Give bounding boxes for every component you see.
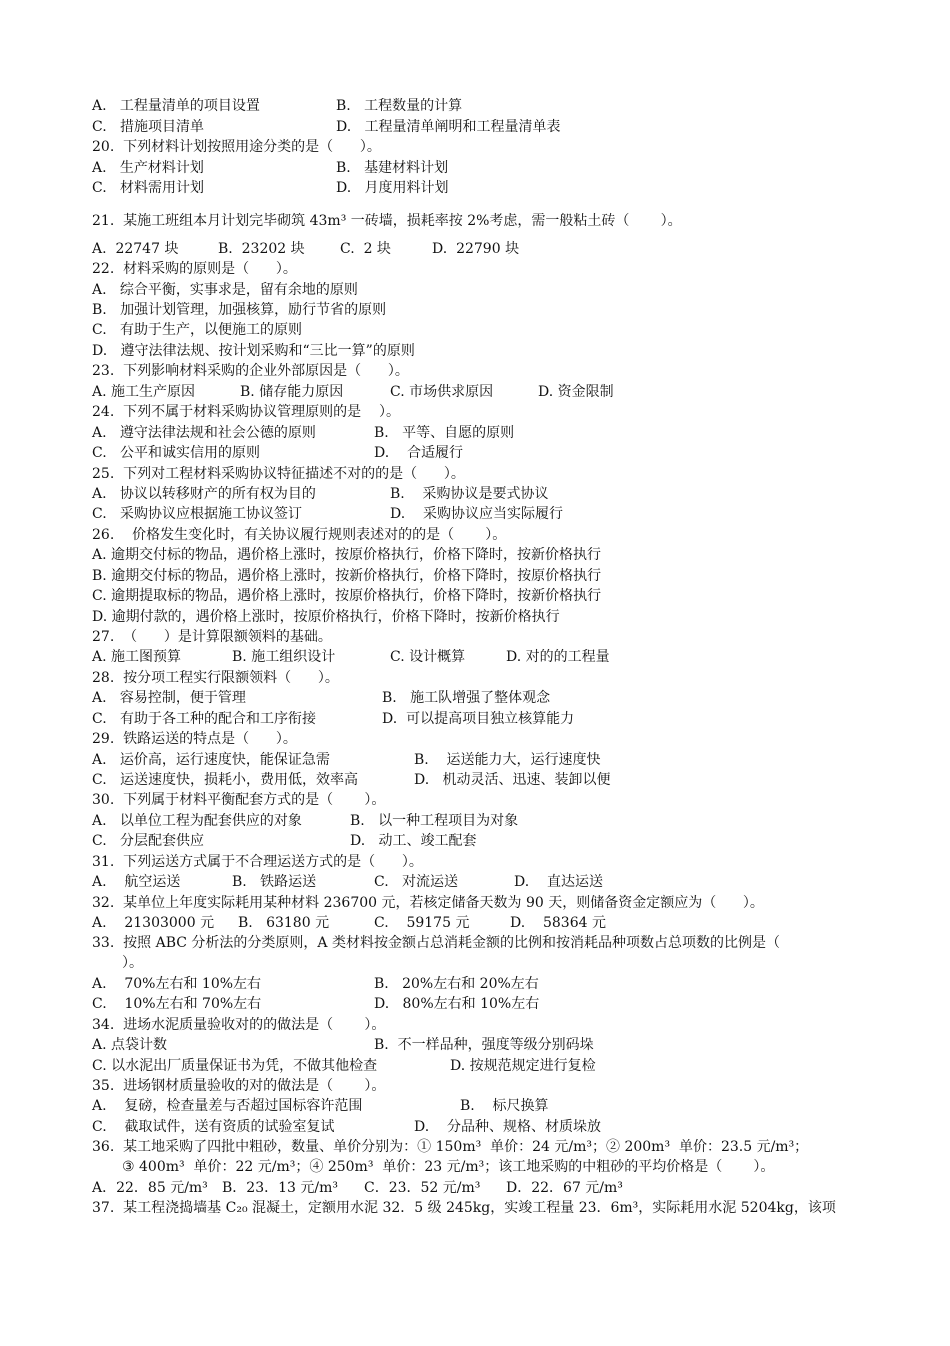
line-segment: D. 对的的工程量	[506, 649, 610, 665]
line-segment: D. 采购协议应当实际履行	[390, 506, 563, 522]
line-segment: A. 遵守法律法规和社会公德的原则	[92, 425, 316, 441]
line-segment: B. 20%左右和 20%左右	[374, 976, 539, 992]
line-segment: A. 施工图预算	[92, 649, 182, 665]
line-segment: A. 22747 块	[92, 241, 179, 257]
line-segment: C. 有助于各工种的配合和工序衔接	[92, 711, 317, 727]
line-segment: B. 以一种工程项目为对象	[350, 813, 519, 829]
line-segment: 32. 某单位上年度实际耗用某种材料 236700 元，若核定储备天数为 90 天，则储备资金定额应为（ ）。	[92, 895, 764, 911]
line-segment: C. 设计概算	[390, 649, 466, 665]
line-segment: B. 储存能力原因	[240, 384, 344, 400]
line-segment: D. 80%左右和 10%左右	[374, 996, 540, 1012]
line-segment: B. 铁路运送	[232, 874, 317, 890]
line-segment: B. 采购协议是要式协议	[390, 486, 549, 502]
line-segment: 22. 材料采购的原则是（ ）。	[92, 261, 297, 277]
line-segment: B．23．13 元/m³	[222, 1180, 338, 1196]
line-segment: D. 按规范规定进行复检	[450, 1058, 596, 1074]
line-segment: D. 月度用料计划	[336, 180, 449, 196]
line-segment: B. 逾期交付标的物品，遇价格上涨时，按新价格执行，价格下降时，按原价格执行	[92, 568, 602, 584]
line-segment: C．23．52 元/m³	[364, 1180, 481, 1196]
line-segment: B. 运送能力大，运行速度快	[414, 752, 601, 768]
line-segment: C. 分层配套供应	[92, 833, 205, 849]
line-segment: A. 协议以转移财产的所有权为目的	[92, 486, 316, 502]
line-segment: C. 截取试件，送有资质的试验室复试	[92, 1119, 335, 1135]
line-segment: A. 施工生产原因	[92, 384, 196, 400]
line-segment: D. 合适履行	[374, 445, 463, 461]
line-segment: B. 23202 块	[218, 241, 305, 257]
line-segment: C. 措施项目清单	[92, 119, 205, 135]
line-segment: 20. 下列材料计划按照用途分类的是（ ）。	[92, 139, 381, 155]
line-segment: 36. 某工地采购了四批中粗砂，数量、单价分别为：① 150m³ 单价：24 元/m³；② 200m³ 单价：23.5 元/m³；	[92, 1139, 809, 1155]
line-segment: C. 公平和诚实信用的原则	[92, 445, 261, 461]
line-segment: B. 标尺换算	[460, 1098, 549, 1114]
line-segment: D. 资金限制	[538, 384, 614, 400]
line-segment: A. 点袋计数	[92, 1037, 168, 1053]
line-segment: D. 可以提高项目独立核算能力	[382, 711, 575, 727]
line-segment: 21. 某施工班组本月计划完毕砌筑 43m³ 一砖墙，损耗率按 2%考虑，需一般粘土砖（ ）。	[92, 213, 682, 229]
line-segment: 24. 下列不属于材料采购协议管理原则的是 ）。	[92, 404, 400, 420]
line-segment: D. 分品种、规格、材质垛放	[414, 1119, 601, 1135]
line-segment: A. 70%左右和 10%左右	[92, 976, 262, 992]
line-segment: B. 不一样品种，强度等级分别码垛	[374, 1037, 594, 1053]
line-segment: C. 对流运送	[374, 874, 459, 890]
line-segment: D. 直达运送	[514, 874, 603, 890]
line-segment: C. 逾期提取标的物品，遇价格上涨时，按原价格执行，价格下降时，按新价格执行	[92, 588, 602, 604]
line-segment: C. 2 块	[340, 241, 391, 257]
line-segment: 35. 进场钢材质量验收的对的做法是（ ）。	[92, 1078, 386, 1094]
line-segment: A. 容易控制，便于管理	[92, 690, 246, 706]
line-segment: D. 逾期付款的，遇价格上涨时，按原价格执行，价格下降时，按新价格执行	[92, 609, 560, 625]
line-segment: 27. （ ）是计算限额领料的基础。	[92, 629, 332, 645]
line-segment: C. 采购协议应根据施工协议签订	[92, 506, 303, 522]
line-segment: A. 逾期交付标的物品，遇价格上涨时，按原价格执行，价格下降时，按新价格执行	[92, 547, 602, 563]
line-segment: B. 加强计划管理，加强核算，励行节省的原则	[92, 302, 387, 318]
line-segment: A. 综合平衡，实事求是，留有余地的原则	[92, 282, 358, 298]
line-segment: 33. 按照 ABC 分析法的分类原则，A 类材料按金额占总消耗金额的比例和按消耗品种项数占总项数的比例是（	[92, 935, 780, 951]
line-segment: ③ 400m³ 单价：22 元/m³；④ 250m³ 单价：23 元/m³；该工地采购的中粗砂的平均价格是（ ）。	[122, 1159, 775, 1175]
line-segment: A．22．85 元/m³	[92, 1180, 208, 1196]
line-segment: A. 复磅，检查量差与否超过国标容许范围	[92, 1098, 363, 1114]
line-segment: C. 有助于生产，以便施工的原则	[92, 322, 303, 338]
line-segment: 23. 下列影响材料采购的企业外部原因是（ ）。	[92, 363, 409, 379]
line-segment: 25. 下列对工程材料采购协议特征描述不对的的是（ ）。	[92, 466, 465, 482]
line-segment: B. 工程数量的计算	[336, 98, 463, 114]
line-segment: D. 机动灵活、迅速、装卸以便	[414, 772, 611, 788]
line-segment: C. 运送速度快，损耗小，费用低，效率高	[92, 772, 359, 788]
line-segment: A. 21303000 元	[92, 915, 215, 931]
line-segment: B. 平等、自愿的原则	[374, 425, 515, 441]
line-segment: D. 58364 元	[510, 915, 606, 931]
line-segment: D．22．67 元/m³	[506, 1180, 623, 1196]
line-segment: 28. 按分项工程实行限额领料（ ）。	[92, 670, 339, 686]
line-segment: A. 航空运送	[92, 874, 181, 890]
line-segment: B. 施工组织设计	[232, 649, 336, 665]
line-segment: C. 10%左右和 70%左右	[92, 996, 262, 1012]
line-segment: B. 63180 元	[238, 915, 330, 931]
line-segment: 30. 下列属于材料平衡配套方式的是（ ）。	[92, 792, 386, 808]
line-segment: D. 22790 块	[432, 241, 520, 257]
line-segment: D. 工程量清单阐明和工程量清单表	[336, 119, 561, 135]
line-segment: 34. 进场水泥质量验收对的的做法是（ ）。	[92, 1017, 386, 1033]
line-segment: 26. 价格发生变化时，有关协议履行规则表述对的的是（ ）。	[92, 527, 507, 543]
line-segment: C. 市场供求原因	[390, 384, 494, 400]
line-segment: C. 59175 元	[374, 915, 470, 931]
line-segment: B. 施工队增强了整体观念	[382, 690, 551, 706]
line-segment: ）。	[122, 955, 143, 971]
line-segment: 31. 下列运送方式属于不合理运送方式的是（ ）。	[92, 854, 423, 870]
line-segment: D. 动工、竣工配套	[350, 833, 477, 849]
line-segment: 37. 某工程浇捣墙基 C₂₀ 混凝土，定额用水泥 32．5 级 245kg，实竣工程量 23．6m³，实际耗用水泥 5204kg，该项	[92, 1200, 836, 1216]
line-segment: C. 以水泥出厂质量保证书为凭，不做其他检查	[92, 1058, 378, 1074]
line-segment: 29. 铁路运送的特点是（ ）。	[92, 731, 297, 747]
line-segment: A. 运价高，运行速度快，能保证急需	[92, 752, 330, 768]
line-segment: C. 材料需用计划	[92, 180, 205, 196]
line-segment: D. 遵守法律法规、按计划采购和“三比一算”的原则	[92, 343, 415, 359]
line-segment: A. 生产材料计划	[92, 160, 204, 176]
line-segment: B. 基建材料计划	[336, 160, 449, 176]
line-segment: A. 工程量清单的项目设置	[92, 98, 260, 114]
line-segment: A. 以单位工程为配套供应的对象	[92, 813, 302, 829]
